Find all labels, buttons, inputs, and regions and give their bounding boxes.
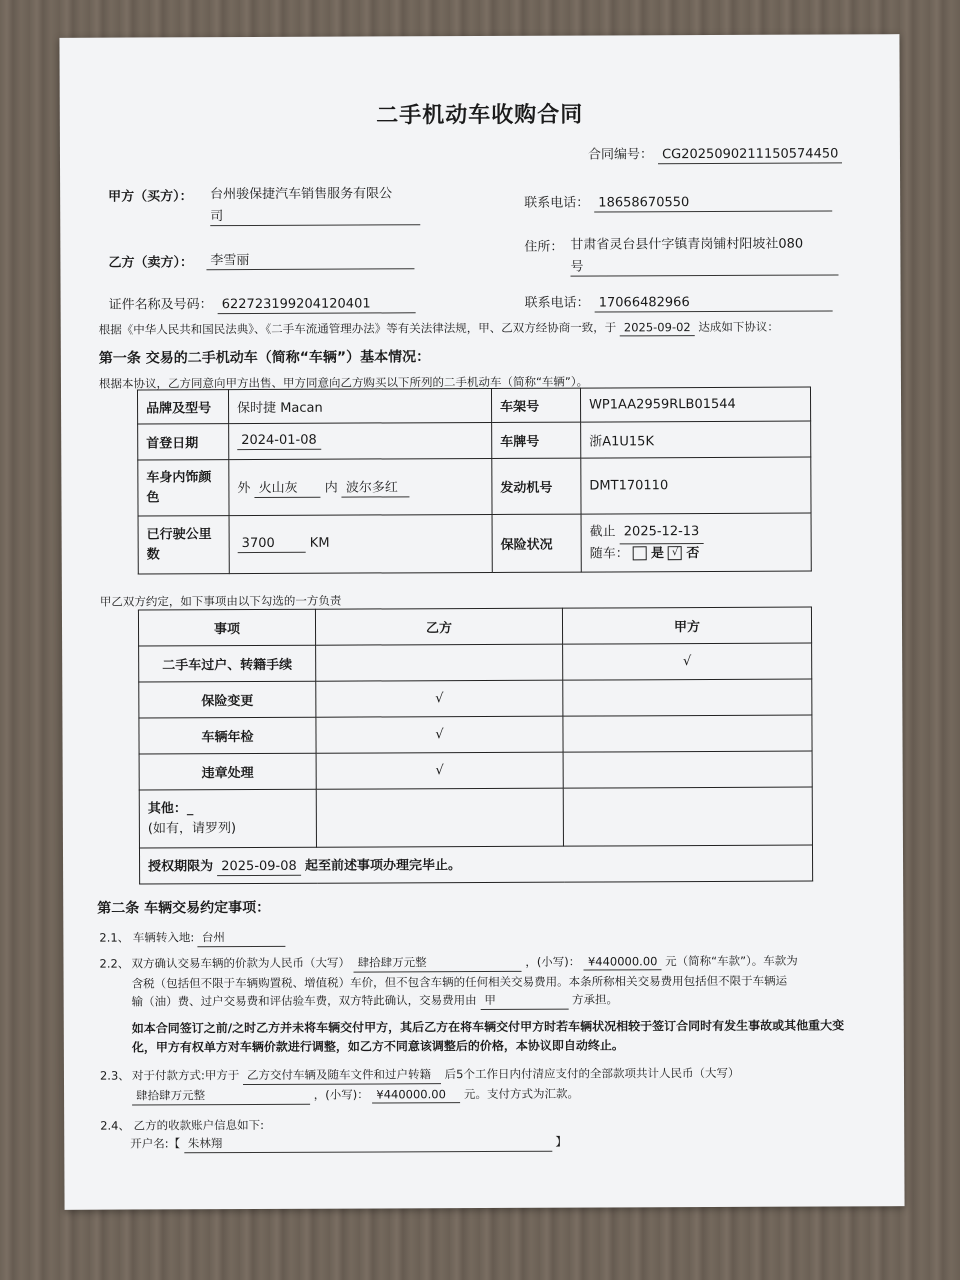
clause-2-2-line2: 含税（包括但不限于车辆购置税、增值税）车价，但不包含车辆的任何相关交易费用。本条所称相关交易费用包括但不限于车辆运 bbox=[131, 973, 788, 991]
address-value bbox=[570, 232, 838, 276]
clause-2-2-num: 2.2、 bbox=[99, 956, 130, 971]
insurance-cell bbox=[581, 513, 811, 572]
yes-checkbox[interactable] bbox=[633, 546, 647, 560]
other-cell bbox=[139, 789, 316, 848]
brand-value: 保时捷 Macan bbox=[228, 388, 491, 423]
clause-2-2-line3b: 方承担。 bbox=[571, 992, 618, 1007]
buyer-phone-value: 18658670550 bbox=[594, 194, 832, 212]
clause-2-4 bbox=[100, 1117, 264, 1134]
account-name: 朱林翔 bbox=[184, 1134, 552, 1154]
fee-payer: 甲 bbox=[480, 992, 568, 1010]
header-seller: 乙方 bbox=[315, 608, 562, 645]
interior-color: 波尔多红 bbox=[342, 476, 410, 497]
mileage-label: 已行驶公里数 bbox=[138, 516, 229, 574]
first-reg-cell bbox=[229, 422, 492, 459]
agreement-date: 2025-09-02 bbox=[620, 320, 695, 336]
article1-title: 第一条 交易的二手机动车（简称“车辆”）基本情况： bbox=[98, 349, 431, 367]
table-row bbox=[138, 421, 811, 460]
address-line2: 号 bbox=[570, 254, 838, 276]
buyer-name-line1: 台州骏保捷汽车销售服务有限公 bbox=[210, 186, 393, 203]
intro-tail: 达成如下协议： bbox=[698, 319, 779, 335]
account-close: 】 bbox=[555, 1134, 567, 1149]
insurance-date: 2025-12-13 bbox=[620, 522, 704, 544]
insurance-expiry-row bbox=[590, 521, 803, 544]
item-inspection: 车辆年检 bbox=[139, 717, 316, 754]
seller-name-value: 李雪丽 bbox=[206, 248, 414, 270]
clause-2-2-a: 双方确认交易车辆的价款为人民币（大写） bbox=[131, 955, 351, 971]
intro-text: 根据《中华人民共和国民法典》、《二手车流通管理办法》等有关法律法规，甲、乙双方经协商一致，于 bbox=[98, 320, 617, 337]
document-title: 二手机动车收购合同 bbox=[376, 102, 584, 129]
seller-check-transfer bbox=[316, 644, 563, 681]
table-row bbox=[139, 845, 812, 884]
adjustment-paragraph: 如本合同签订之前/之时乙方并未将车辆交付甲方，其后乙方在将车辆交付甲方时若车辆状况相较于签订合同时有发生事故或其他重大变化，甲方有权单方对车辆价款进行调整，如乙方不同意该调整后的价格，本协议即自动终止。 bbox=[131, 1018, 845, 1055]
buyer-label: 甲方（买方）： bbox=[108, 189, 193, 205]
table-row bbox=[137, 387, 810, 424]
seller-phone-label: 联系电话： bbox=[524, 295, 590, 311]
payment-upper: 肆拾肆万元整 bbox=[132, 1087, 310, 1106]
clause-2-3-b: 后5个工作日内付清应支付的全部款项共计人民币（大写） bbox=[444, 1065, 740, 1082]
table-row bbox=[138, 457, 811, 516]
auth-cell bbox=[139, 845, 812, 884]
address-line1: 甘肃省灵台县什字镇青岗铺村阳坡社080 bbox=[570, 236, 804, 253]
seller-name-row bbox=[206, 248, 414, 270]
color-label: 车身内饰颜色 bbox=[138, 460, 229, 516]
clause-2-1-label: 车辆转入地: bbox=[132, 930, 195, 945]
plate-value: 浙A1U15K bbox=[581, 421, 811, 458]
vin-label: 车架号 bbox=[491, 388, 580, 422]
contract-number-value: CG2025090211150574450 bbox=[658, 146, 842, 164]
clause-2-3-line1 bbox=[132, 1065, 740, 1086]
clause-2-1 bbox=[99, 929, 286, 948]
vin-value: WP1AA2959RLB01544 bbox=[580, 387, 810, 422]
table-row bbox=[138, 513, 811, 574]
exterior-color: 火山灰 bbox=[255, 477, 321, 498]
yes-label: 是 bbox=[650, 545, 665, 561]
intro-sentence bbox=[99, 319, 779, 339]
with-car-label: 随车： bbox=[589, 545, 629, 562]
id-value: 622723199204120401 bbox=[218, 296, 416, 314]
price-lower: ¥440000.00 bbox=[584, 954, 662, 970]
exterior-prefix: 外 bbox=[237, 481, 251, 497]
table-row bbox=[139, 751, 812, 790]
no-label: 否 bbox=[686, 545, 700, 561]
insurance-label: 保险状况 bbox=[492, 514, 581, 572]
clause-2-3-line2 bbox=[132, 1086, 579, 1106]
other-note: (如有，请罗列) bbox=[147, 820, 237, 836]
seller-phone-value: 17066482966 bbox=[595, 294, 833, 312]
account-label: 开户名:【 bbox=[130, 1136, 181, 1151]
mileage-unit: KM bbox=[309, 535, 330, 551]
buyer-check-insurance bbox=[563, 679, 812, 716]
buyer-check-transfer: √ bbox=[563, 643, 812, 680]
clause-2-1-num: 2.1、 bbox=[99, 930, 130, 945]
item-insurance: 保险变更 bbox=[139, 681, 316, 718]
clause-2-4-num: 2.4、 bbox=[100, 1118, 131, 1133]
contract-number-row bbox=[588, 142, 843, 164]
article1-intro: 根据本协议，乙方同意向甲方出售、甲方同意向乙方购买以下所列的二手机动车（简称“车辆”）。 bbox=[98, 374, 589, 391]
engine-label: 发动机号 bbox=[492, 458, 581, 514]
plate-label: 车牌号 bbox=[492, 422, 581, 458]
clause-2-2-line3 bbox=[132, 991, 618, 1011]
mileage-value: 3700 bbox=[238, 536, 306, 553]
first-reg-label: 首登日期 bbox=[138, 424, 229, 460]
buyer-check-violation bbox=[563, 751, 812, 788]
seller-check-violation: √ bbox=[316, 752, 563, 789]
first-reg-value: 2024-01-08 bbox=[237, 433, 321, 450]
auth-label: 授权期限为 bbox=[148, 859, 214, 875]
table-header-row bbox=[138, 607, 811, 646]
engine-value: DMT170110 bbox=[581, 457, 811, 514]
item-violation: 违章处理 bbox=[139, 753, 316, 790]
seller-check-inspection: √ bbox=[316, 716, 563, 753]
no-checkbox[interactable]: √ bbox=[668, 546, 682, 560]
insurance-prefix: 截止 bbox=[589, 523, 616, 540]
payment-lower: ¥440000.00 bbox=[372, 1087, 460, 1103]
interior-prefix: 内 bbox=[324, 480, 338, 496]
id-label: 证件名称及号码： bbox=[108, 297, 213, 313]
responsibility-intro: 甲乙双方约定，如下事项由以下勾选的一方负责 bbox=[99, 593, 342, 609]
buyer-phone-label: 联系电话： bbox=[524, 195, 590, 211]
payment-condition: 乙方交付车辆及随车文件和过户转籍 bbox=[243, 1066, 441, 1085]
table-row bbox=[139, 643, 812, 682]
table-row bbox=[139, 679, 812, 718]
clause-2-3-c: ，(小写)： bbox=[313, 1087, 369, 1102]
seller-label: 乙方（卖方）： bbox=[108, 255, 193, 271]
other-value: _ bbox=[186, 800, 194, 816]
item-transfer: 二手车过户、转籍手续 bbox=[139, 645, 316, 682]
destination-value: 台州 bbox=[198, 929, 286, 947]
contract-page bbox=[59, 34, 904, 1210]
clause-2-3-num: 2.3、 bbox=[99, 1068, 130, 1083]
table-row bbox=[139, 715, 812, 754]
buyer-phone-row bbox=[524, 190, 832, 212]
table-row bbox=[139, 787, 812, 848]
clause-2-4-label: 乙方的收款账户信息如下: bbox=[133, 1117, 265, 1133]
header-item: 事项 bbox=[138, 609, 315, 646]
other-seller bbox=[316, 788, 563, 847]
address-label: 住所： bbox=[524, 239, 564, 255]
with-car-row bbox=[590, 543, 803, 564]
auth-date: 2025-09-08 bbox=[217, 859, 301, 876]
contract-number-label: 合同编号： bbox=[587, 147, 654, 163]
clause-2-2-line1 bbox=[131, 953, 797, 974]
seller-check-insurance: √ bbox=[316, 680, 563, 717]
clause-2-2-line3a: 输（油）费、过户交易费和评估验车费，双方特此确认，交易费用由 bbox=[131, 993, 477, 1009]
vehicle-info-table bbox=[137, 387, 812, 575]
price-upper: 肆拾肆万元整 bbox=[354, 954, 522, 973]
other-label: 其他： bbox=[147, 800, 187, 816]
color-cell bbox=[229, 458, 492, 515]
other-buyer bbox=[563, 787, 812, 846]
clause-2-3-a: 对于付款方式:甲方于 bbox=[131, 1068, 240, 1083]
article2-title: 第二条 车辆交易约定事项： bbox=[97, 899, 271, 917]
account-row bbox=[130, 1134, 567, 1154]
buyer-name-line2: 司 bbox=[210, 204, 420, 226]
buyer-check-inspection bbox=[563, 715, 812, 752]
auth-tail: 起至前述事项办理完毕止。 bbox=[304, 858, 461, 874]
clause-2-2-c: 元（简称“车款”）。车款为 bbox=[665, 953, 798, 969]
brand-label: 品牌及型号 bbox=[137, 390, 228, 424]
seller-phone-row bbox=[525, 290, 833, 312]
responsibility-table bbox=[138, 607, 813, 885]
mileage-cell bbox=[229, 514, 492, 573]
buyer-name bbox=[210, 182, 420, 226]
header-buyer: 甲方 bbox=[562, 607, 811, 644]
clause-2-2-b: ，(小写)： bbox=[525, 954, 581, 969]
id-row bbox=[109, 292, 416, 314]
clause-2-3-d: 元。支付方式为汇款。 bbox=[463, 1086, 580, 1102]
